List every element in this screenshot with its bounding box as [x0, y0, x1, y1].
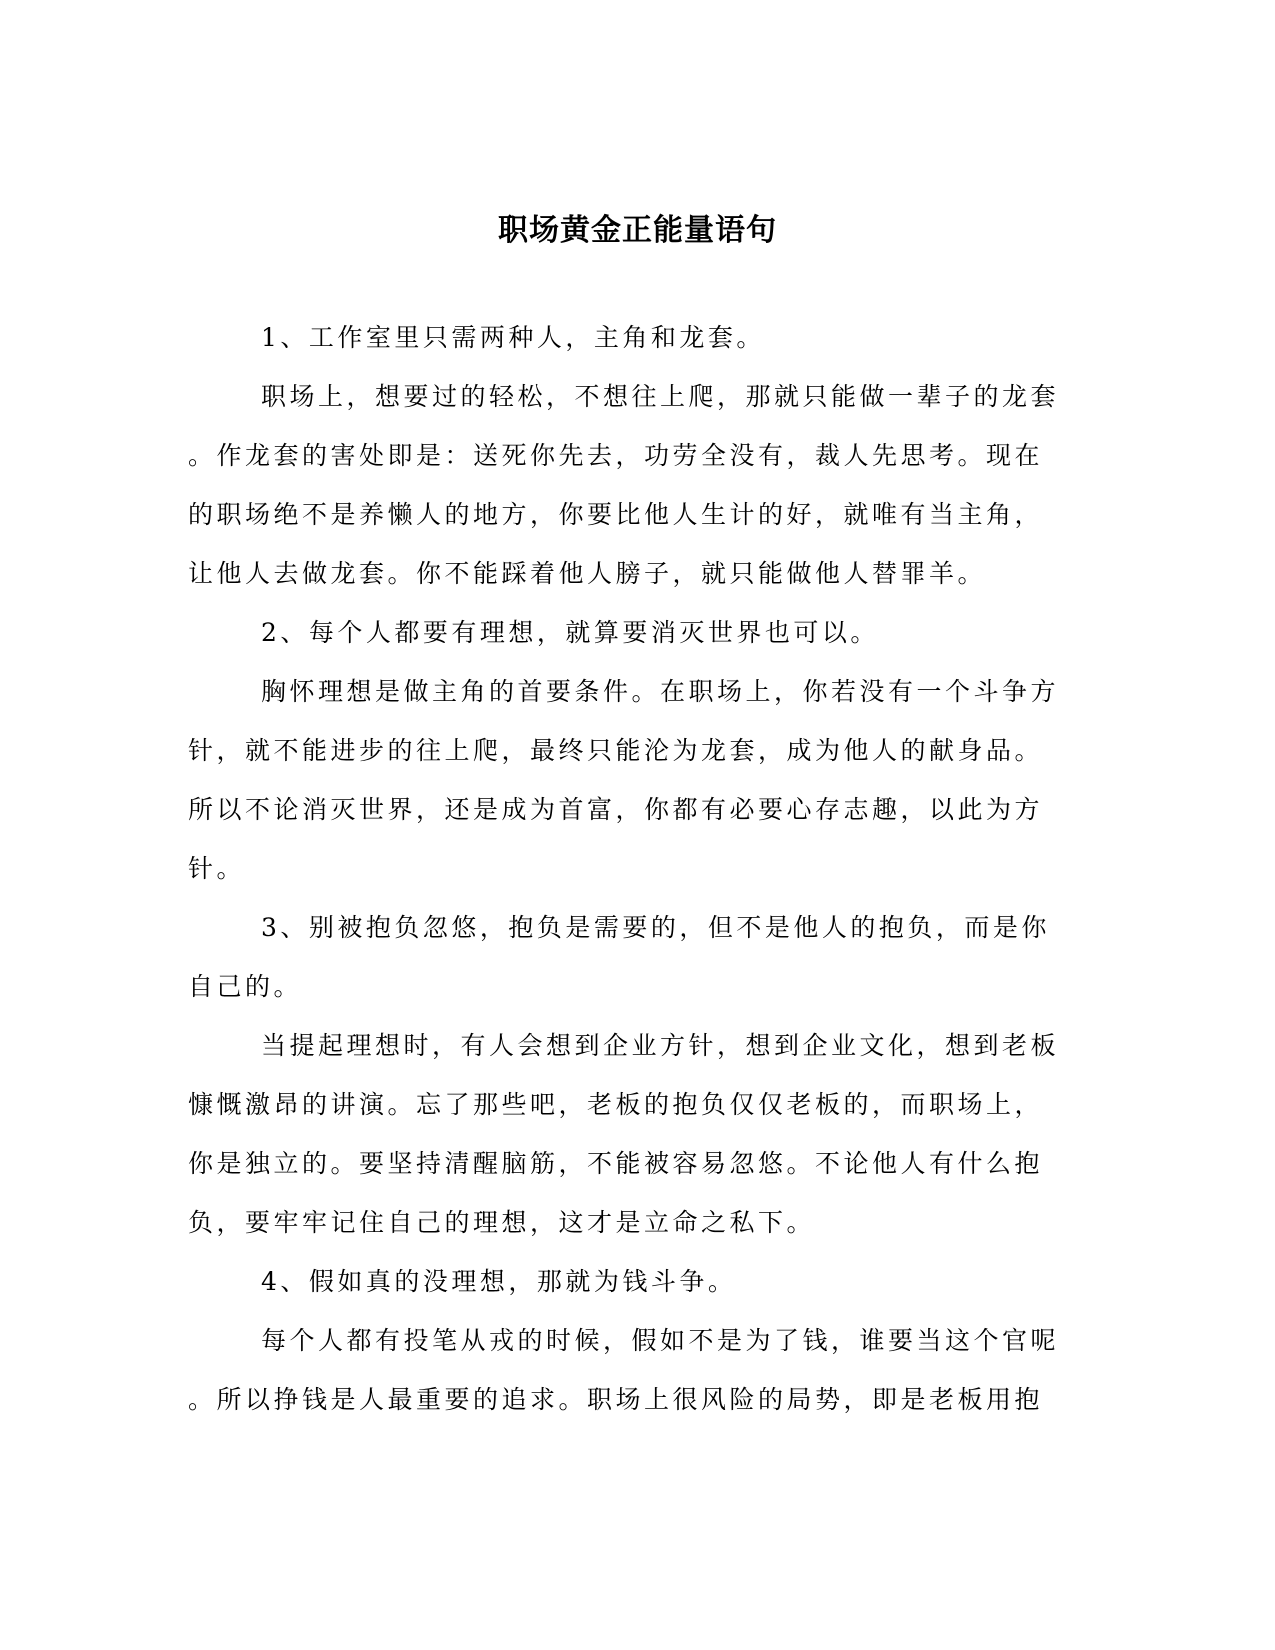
- paragraph-line: 针。: [188, 854, 246, 883]
- paragraph-line: 胸怀理想是做主角的首要条件。在职场上，你若没有一个斗争方: [261, 677, 1060, 706]
- paragraph-line: 负，要牢牢记住自己的理想，这才是立命之私下。: [188, 1208, 816, 1237]
- paragraph-line: 慷慨激昂的讲演。忘了那些吧，老板的抱负仅仅老板的，而职场上，: [188, 1090, 1044, 1119]
- paragraph-line: 的职场绝不是养懒人的地方，你要比他人生计的好，就唯有当主角，: [188, 500, 1044, 529]
- paragraph-line: 你是独立的。要坚持清醒脑筋，不能被容易忽悠。不论他人有什么抱: [188, 1149, 1044, 1178]
- paragraph-line: 针，就不能进步的往上爬，最终只能沦为龙套，成为他人的献身品。: [188, 736, 1044, 765]
- document-title: 职场黄金正能量语句: [498, 213, 777, 248]
- heading-line: 4、假如真的没理想，那就为钱斗争。: [261, 1267, 737, 1296]
- paragraph-line: 让他人去做龙套。你不能踩着他人膀子，就只能做他人替罪羊。: [188, 559, 987, 588]
- paragraph-line: 。作龙套的害处即是：送死你先去，功劳全没有，裁人先思考。现在: [188, 441, 1044, 470]
- paragraph-line: 职场上，想要过的轻松，不想往上爬，那就只能做一辈子的龙套: [261, 382, 1060, 411]
- paragraph-line: 所以不论消灭世界，还是成为首富，你都有必要心存志趣，以此为方: [188, 795, 1044, 824]
- heading-line: 自己的。: [188, 972, 303, 1001]
- paragraph-line: 。所以挣钱是人最重要的追求。职场上很风险的局势，即是老板用抱: [188, 1385, 1044, 1414]
- heading-line: 2、每个人都要有理想，就算要消灭世界也可以。: [261, 618, 879, 647]
- paragraph-line: 当提起理想时，有人会想到企业方针，想到企业文化，想到老板: [261, 1031, 1060, 1060]
- paragraph-line: 每个人都有投笔从戎的时候，假如不是为了钱，谁要当这个官呢: [261, 1326, 1060, 1355]
- heading-line: 3、别被抱负忽悠，抱负是需要的，但不是他人的抱负，而是你: [261, 913, 1050, 942]
- heading-line: 1、工作室里只需两种人，主角和龙套。: [261, 323, 765, 352]
